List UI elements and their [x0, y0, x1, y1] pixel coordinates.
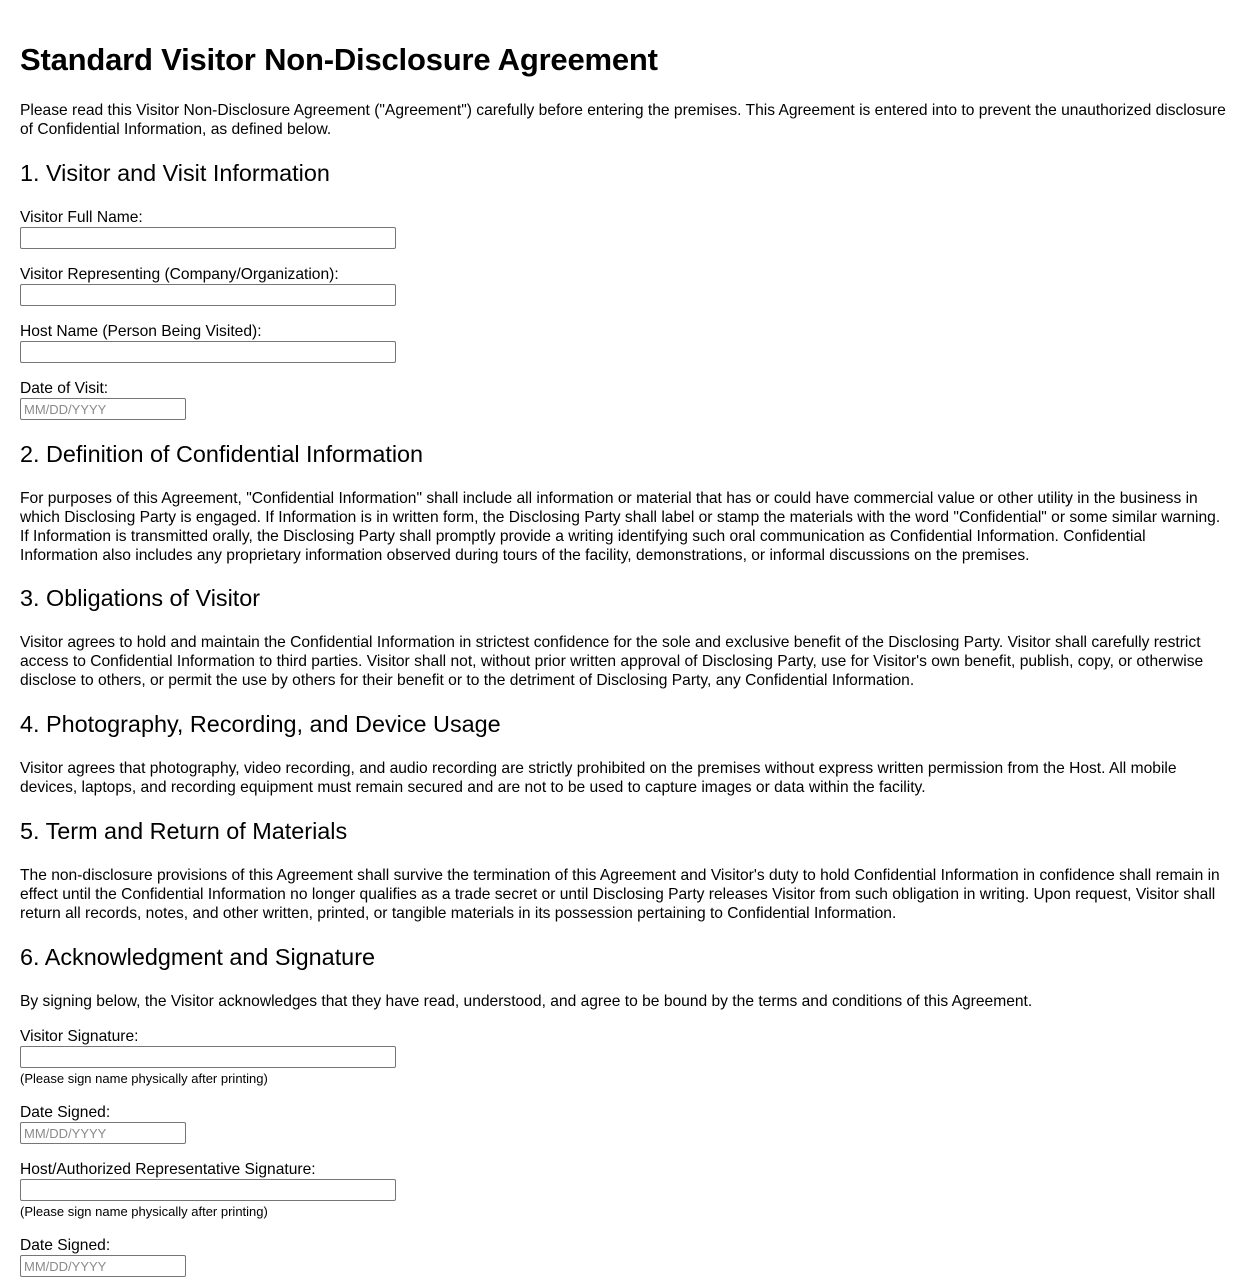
term-paragraph: The non-disclosure provisions of this Agreement shall survive the termination of this Agreement and Visitor's duty to hold Confidential Information in confidence shall remain in effect until the Confidential Information no longer qualifies as a trade secret or until Disclosing Party releases Visitor from such obligation in writing. Upon request, Visitor shall return all records, notes, and other written, printed, or tangible materials in its possession pertaining to Confidential Information. [20, 867, 1220, 922]
section-heading-visitor-info: 1. Visitor and Visit Information [20, 160, 330, 186]
visitor-date-signed-input[interactable] [20, 1122, 186, 1144]
visitor-date-signed-label: Date Signed: [20, 1104, 111, 1121]
visit-date-input[interactable] [20, 398, 186, 420]
section-heading-photography: 4. Photography, Recording, and Device Usage [20, 711, 501, 737]
visitor-name-label: Visitor Full Name: [20, 209, 143, 226]
intro-paragraph: Please read this Visitor Non-Disclosure Agreement ("Agreement") carefully before entering the premises. This Agreement is entered into to prevent the unauthorized disclosure of Confidential Information, as defined below. [20, 102, 1226, 138]
visit-date-label: Date of Visit: [20, 380, 109, 397]
host-date-signed-label: Date Signed: [20, 1237, 111, 1254]
host-signature-input[interactable] [20, 1179, 396, 1201]
definition-paragraph: For purposes of this Agreement, "Confidential Information" shall include all information or material that has or could have commercial value or other utility in the business in which Disclosing Party is engaged. If Information is in written form, the Disclosing Party shall label or stamp the materials with the word "Confidential" or some similar warning. If Information is transmitted orally, the Disclosing Party shall promptly provide a writing identifying such oral communication as Confidential Information. Confidential Information also includes any proprietary information observed during tours of the facility, demonstrations, or informal discussions on the premises. [20, 490, 1221, 564]
visitor-company-label: Visitor Representing (Company/Organization): [20, 266, 339, 283]
photography-paragraph: Visitor agrees that photography, video recording, and audio recording are strictly prohibited on the premises without express written permission from the Host. All mobile devices, laptops, and recording equipment must remain secured and are not to be used to capture images or data within the facility. [20, 760, 1177, 796]
obligations-paragraph: Visitor agrees to hold and maintain the Confidential Information in strictest confidence for the sole and exclusive benefit of the Disclosing Party. Visitor shall carefully restrict access to Confidential Information to third parties. Visitor shall not, without prior written approval of Disclosing Party, use for Visitor's own benefit, publish, copy, or otherwise disclose to others, or permit the use by others for their benefit or to the detriment of Disclosing Party, any Confidential Information. [20, 634, 1204, 689]
visitor-company-input[interactable] [20, 284, 396, 306]
visitor-signature-input[interactable] [20, 1046, 396, 1068]
host-name-label: Host Name (Person Being Visited): [20, 323, 262, 340]
page-title: Standard Visitor Non-Disclosure Agreement [20, 42, 658, 77]
host-date-signed-input[interactable] [20, 1255, 186, 1277]
visitor-signature-label: Visitor Signature: [20, 1028, 139, 1045]
section-heading-definition: 2. Definition of Confidential Information [20, 441, 424, 467]
section-heading-obligations: 3. Obligations of Visitor [20, 585, 261, 611]
visitor-name-input[interactable] [20, 227, 396, 249]
section-heading-term: 5. Term and Return of Materials [20, 818, 348, 844]
section-heading-acknowledgment: 6. Acknowledgment and Signature [20, 944, 375, 970]
host-signature-label: Host/Authorized Representative Signature: [20, 1161, 316, 1178]
host-signature-hint: (Please sign name physically after printing) [20, 1204, 268, 1219]
visitor-signature-hint: (Please sign name physically after printing) [20, 1071, 268, 1086]
acknowledgment-paragraph: By signing below, the Visitor acknowledges that they have read, understood, and agree to be bound by the terms and conditions of this Agreement. [20, 993, 1033, 1010]
host-name-input[interactable] [20, 341, 396, 363]
